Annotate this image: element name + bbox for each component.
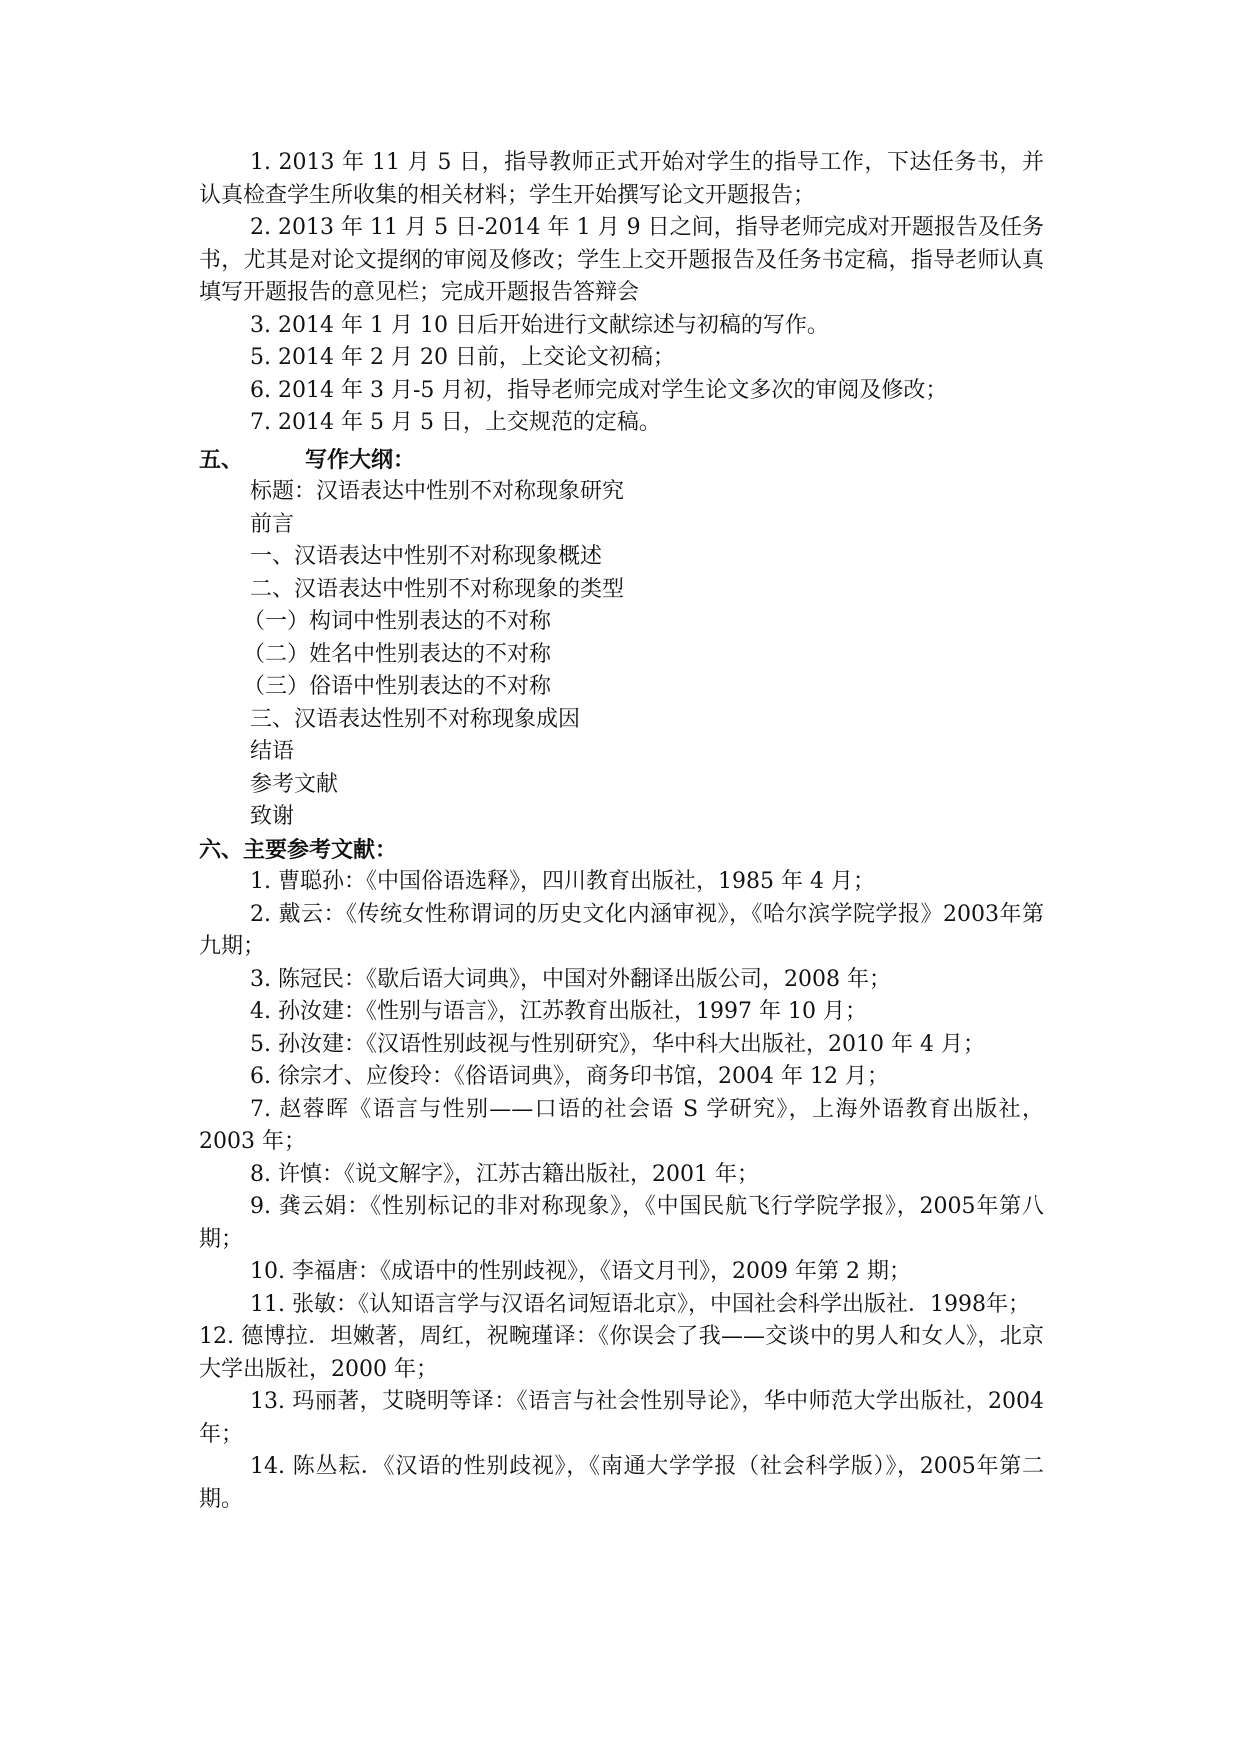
reference-item: 5. 孙汝建：《汉语性别歧视与性别研究》，华中科大出版社，2010 年 4 月； [250, 1031, 985, 1057]
schedule-list [199, 147, 1044, 440]
reference-list [199, 866, 1044, 1516]
document-body [199, 147, 1044, 1516]
schedule-item: 2. 2013 年 11 月 5 日-2014 年 1 月 9 日之间，指导老师完成对开题报告及任务书，尤其是对论文提纲的审阅及修改；学生上交开题报告及任务书定稿，指导老师认真填写开题报告的意见栏；完成开题报告答辩会 [199, 215, 1044, 305]
section-title: 写作大纲： [305, 446, 416, 473]
outline-item: 结语 [250, 739, 295, 764]
writing-outline [199, 476, 1044, 834]
outline-item: 一、汉语表达中性别不对称现象概述 [250, 544, 603, 569]
schedule-item: 6. 2014 年 3 月-5 月初，指导老师完成对学生论文多次的审阅及修改； [250, 377, 948, 403]
reference-item: 4. 孙汝建：《性别与语言》，江苏教育出版社，1997 年 10 月； [250, 999, 867, 1024]
section-six-heading: 六、主要参考文献： [199, 836, 398, 863]
reference-item: 6. 徐宗才、应俊玲：《俗语词典》，商务印书馆，2004 年 12 月； [250, 1064, 889, 1089]
reference-item: 14. 陈丛耘．《汉语的性别歧视》，《南通大学学报（社会科学版）》，2005年第二期。 [199, 1454, 1044, 1512]
schedule-item: 1. 2013 年 11 月 5 日，指导教师正式开始对学生的指导工作，下达任务书，并认真检查学生所收集的相关材料；学生开始撰写论文开题报告； [199, 150, 1044, 208]
reference-item: 10. 李福唐：《成语中的性别歧视》，《语文月刊》，2009 年第 2 期； [250, 1259, 911, 1284]
reference-item: 2. 戴云：《传统女性称谓词的历史文化内涵审视》，《哈尔滨学院学报》2003年第九期； [199, 901, 1044, 959]
section-number: 五、 [199, 446, 244, 473]
outline-item: 致谢 [250, 804, 295, 829]
outline-item: 三、汉语表达性别不对称现象成因 [250, 706, 581, 732]
reference-item: 1. 曹聪孙：《中国俗语选释》，四川教育出版社，1985 年 4 月； [250, 869, 875, 894]
outline-item: 标题：汉语表达中性别不对称现象研究 [250, 479, 625, 504]
reference-item: 11. 张敏：《认知语言学与汉语名词短语北京》，中国社会科学出版社．1998年； [250, 1291, 1030, 1317]
schedule-item: 7. 2014 年 5 月 5 日，上交规范的定稿。 [250, 410, 661, 435]
reference-item: 3. 陈冠民：《歇后语大词典》，中国对外翻译出版公司，2008 年； [250, 966, 891, 992]
reference-item: 9. 龚云娟：《性别标记的非对称现象》，《中国民航飞行学院学报》，2005年第八期； [199, 1194, 1044, 1252]
outline-item: 前言 [250, 511, 295, 537]
reference-item: 13. 玛丽著，艾晓明等译：《语言与社会性别导论》，华中师范大学出版社，2004年； [199, 1389, 1044, 1447]
section-five-heading [199, 444, 1044, 477]
schedule-item: 5. 2014 年 2 月 20 日前，上交论文初稿； [250, 345, 675, 370]
outline-item: 二、汉语表达中性别不对称现象的类型 [250, 576, 625, 602]
outline-item: 参考文献 [250, 771, 339, 797]
outline-subitem: （一）构词中性别表达的不对称 [243, 609, 552, 634]
outline-subitem: （二）姓名中性别表达的不对称 [243, 641, 552, 667]
reference-item: 12. 德博拉．坦嫩著，周红，祝畹瑾译：《你误会了我——交谈中的男人和女人》，北京大学出版社，2000 年； [199, 1324, 1044, 1382]
reference-item: 7. 赵蓉晖《语言与性别——口语的社会语 S 学研究》，上海外语教育出版社，2003 年； [199, 1096, 1044, 1154]
reference-item: 8. 许慎：《说文解字》，江苏古籍出版社，2001 年； [250, 1161, 759, 1187]
outline-subitem: （三）俗语中性别表达的不对称 [243, 674, 552, 699]
schedule-item: 3. 2014 年 1 月 10 日后开始进行文献综述与初稿的写作。 [250, 312, 829, 338]
